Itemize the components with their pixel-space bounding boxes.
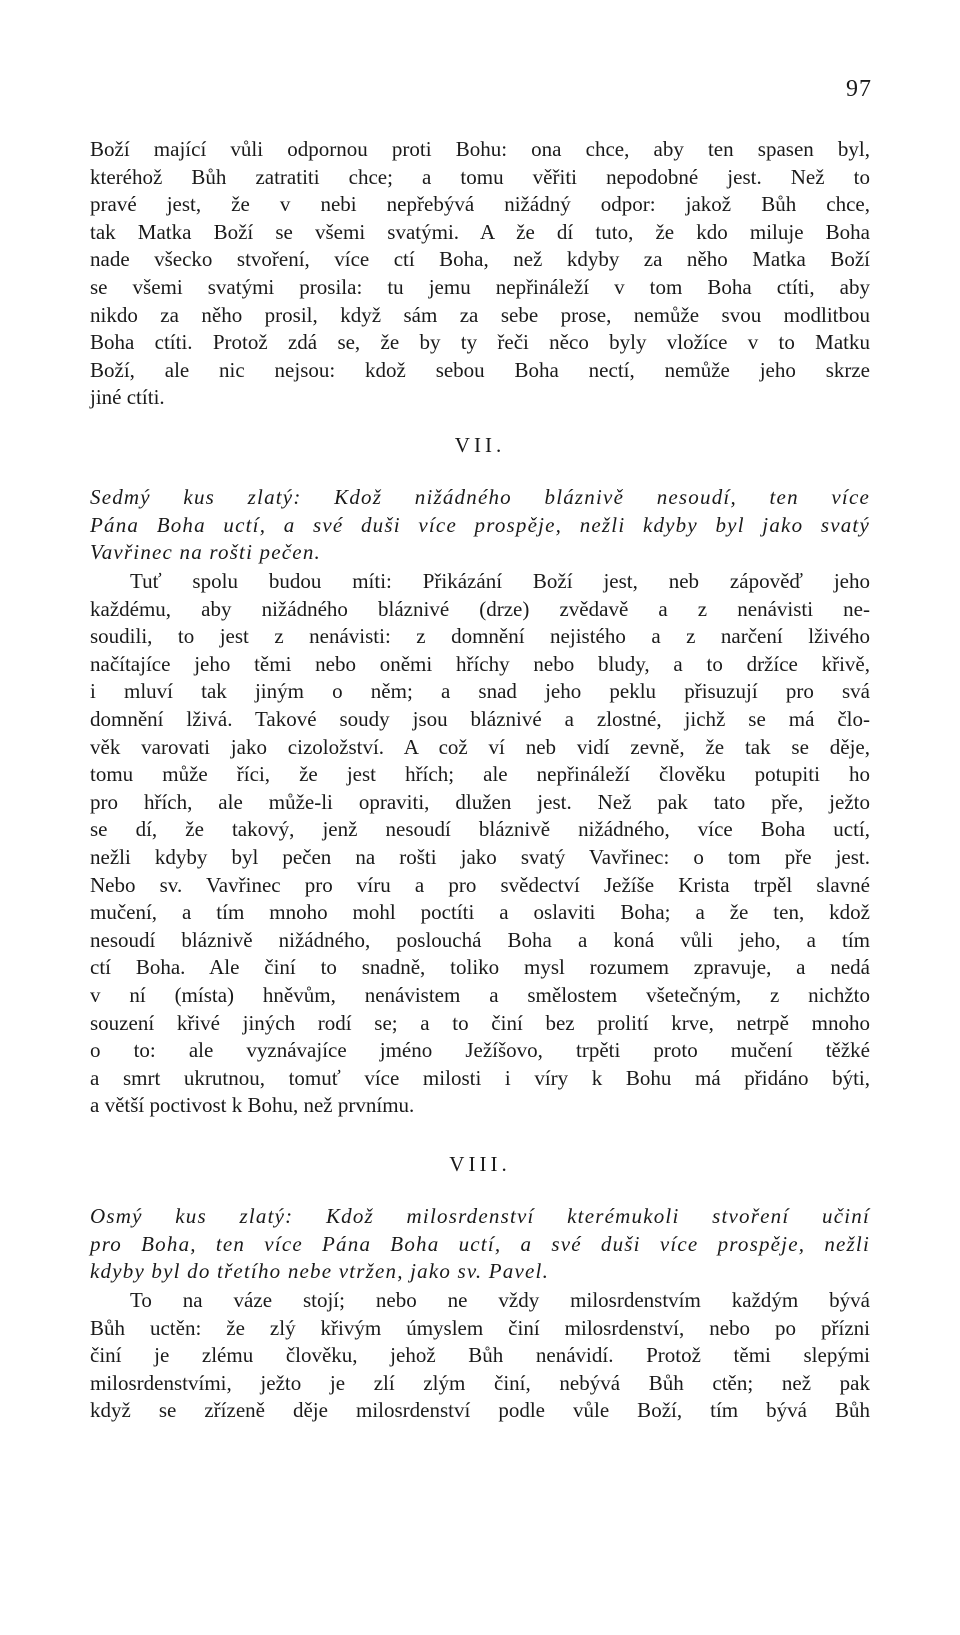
text-line: Boží mající vůli odpornou proti Bohu: ona chce, aby ten spasen byl, <box>90 137 870 161</box>
text-line: nežli kdyby byl pečen na rošti jako svatý Vavřinec: o tom pře jest. <box>90 844 870 869</box>
section-viii-lead <box>90 1203 870 1286</box>
text-line: tomu může říci, že jest hřích; ale nepřináleží člověku potupiti ho <box>90 762 870 787</box>
lead-line: kdyby byl do třetího nebe vtržen, jako sv. Pavel. <box>90 1259 550 1284</box>
lead-line: Sedmý kus zlatý: Kdož nižádného bláznivě nesoudí, ten více <box>90 485 870 509</box>
page-number: 97 <box>846 76 872 102</box>
text-line: nikdo za něho prosil, když sám za sebe prose, nemůže svou modlitbou <box>90 302 870 327</box>
text-line: a větší poctivost k Bohu, než prvnímu. <box>90 1093 415 1118</box>
text-line: Bůh uctěn: že zlý křivým úmyslem činí milosrdenství, nebo po přízni <box>90 1315 870 1340</box>
lead-line: Pána Boha uctí, a své duši více prospěje, nežli kdyby byl jako svatý <box>90 512 870 537</box>
text-line: o to: ale vyznávajíce jméno Ježíšovo, trpěti proto mučení těžké <box>90 1038 870 1063</box>
text-line: pravé jest, že v nebi nepřebývá nižádný odpor: jakož Bůh chce, <box>90 192 870 217</box>
text-line: nade všecko stvoření, více ctí Boha, než kdyby za něho Matka Boží <box>90 247 870 272</box>
text-line: soudili, to jest z nenávisti: z domnění nejistého a z narčení lživého <box>90 624 870 649</box>
text-line: nesoudí bláznivě nižádného, poslouchá Boha a koná vůli jeho, a tím <box>90 927 870 952</box>
lead-line: pro Boha, ten více Pána Boha uctí, a své duši více prospěje, nežli <box>90 1231 870 1256</box>
text-line: se všemi svatými prosila: tu jemu nepřináleží v tom Boha ctíti, aby <box>90 274 870 299</box>
text-line: načítajíce jeho těmi nebo oněmi hříchy nebo bludy, a to držíce křivě, <box>90 651 870 676</box>
text-line: když se zřízeně děje milosrdenství podle vůle Boží, tím bývá Bůh <box>90 1398 870 1423</box>
lead-line: Vavřinec na rošti pečen. <box>90 540 321 565</box>
text-line: činí je zlému člověku, jehož Bůh nenávidí. Protož těmi slepými <box>90 1343 870 1368</box>
text-line: pro hřích, ale může-li opraviti, dlužen jest. Než pak tato pře, ježto <box>90 789 870 814</box>
text-line: mučení, a tím mnoho mohl poctíti a oslaviti Boha; a že ten, kdož <box>90 900 870 925</box>
text-line: Boha ctíti. Protož zdá se, že by ty řeči něco byly vložíce v to Matku <box>90 330 870 355</box>
text-line: Boží, ale nic nejsou: kdož sebou Boha nectí, nemůže jeho skrze <box>90 357 870 382</box>
text-line: v ní (místa) hněvům, nenávistem a smělostem všetečným, z nichžto <box>90 982 870 1007</box>
lead-line: Osmý kus zlatý: Kdož milosrdenství kterémukoli stvoření učiní <box>90 1204 870 1228</box>
section-vii-lead <box>90 484 870 567</box>
text-line: domnění lživá. Takové soudy jsou bláznivé a zlostné, jichž se má člo- <box>90 706 870 731</box>
text-line: se dí, že takový, jenž nesoudí bláznivě nižádného, více Boha uctí, <box>90 817 870 842</box>
text-line: To na váze stojí; nebo ne vždy milosrdenstvím každým bývá <box>130 1288 870 1312</box>
intro-paragraph <box>90 136 870 412</box>
text-line: každému, aby nižádného bláznivé (drze) zvědavě a z nenávisti ne- <box>90 596 870 621</box>
text-line: souzení křivé jiných rodí se; a to činí bez prolití krve, netrpě mnoho <box>90 1010 870 1035</box>
section-vii-body <box>90 568 870 1120</box>
text-line: i mluví tak jiným o něm; a snad jeho peklu přisuzují pro svá <box>90 679 870 704</box>
section-heading-vii: VII. <box>454 433 506 457</box>
text-line: Nebo sv. Vavřinec pro víru a pro svědectví Ježíše Krista trpěl slavné <box>90 872 870 897</box>
text-line: ctí Boha. Ale činí to snadně, toliko mysl rozumem zpravuje, a nedá <box>90 955 870 980</box>
text-line: a smrt ukrutnou, tomuť více milosti i víry k Bohu má přidáno býti, <box>90 1065 870 1090</box>
text-line: milosrdenstvími, ježto je zlí zlým činí, nebývá Bůh ctěn; než pak <box>90 1370 870 1395</box>
section-heading-viii: VIII. <box>449 1152 511 1176</box>
text-line: tak Matka Boží se všemi svatými. A že dí tuto, že kdo miluje Boha <box>90 219 870 244</box>
text-line: kteréhož Bůh zatratiti chce; a tomu věřiti nepodobné jest. Než to <box>90 164 870 189</box>
section-viii-body <box>90 1287 870 1425</box>
text-line: Tuť spolu budou míti: Přikázání Boží jest, neb zápověď jeho <box>130 569 870 593</box>
text-line: věk varovati jako cizoložství. A což ví neb vidí zevně, že tak se děje, <box>90 734 870 759</box>
text-line: jiné ctíti. <box>90 385 165 410</box>
